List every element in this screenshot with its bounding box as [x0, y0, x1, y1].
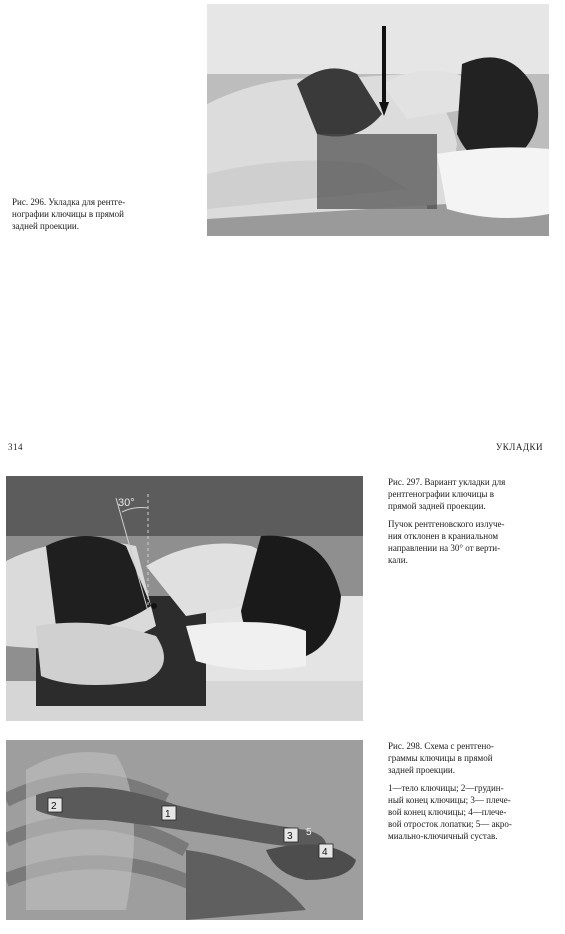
caption-line: граммы ключицы в прямой: [388, 753, 493, 763]
caption-line: Рис. 297. Вариант укладки для: [388, 477, 506, 487]
label-4: 4: [322, 847, 328, 858]
caption-note-line: направлении на 30° от верти-: [388, 543, 501, 553]
caption-note-line: ния отклонен в краниальном: [388, 531, 499, 541]
caption-note-line: Пучок рентгеновского излуче-: [388, 519, 505, 529]
label-5: 5: [306, 827, 312, 838]
caption-note-line: кали.: [388, 555, 408, 565]
caption-line: прямой задней проекции.: [388, 501, 486, 511]
legend-line: вой отросток лопатки; 5— акро-: [388, 819, 512, 829]
page-number: 314: [8, 442, 23, 452]
caption-line: задней проекции.: [12, 221, 79, 231]
caption-line: задней проекции.: [388, 765, 455, 775]
legend-line: вой конец ключицы; 4—плече-: [388, 807, 507, 817]
figure-298-caption: [388, 740, 558, 842]
figure-297-caption: [388, 476, 558, 566]
legend-line: ный конец ключицы; 3— плече-: [388, 795, 511, 805]
figure-297-photo: [6, 476, 363, 721]
running-head: УКЛАДКИ: [495, 442, 543, 452]
legend-line: 1—тело ключицы; 2—грудин-: [388, 783, 504, 793]
figure-298-radiograph: [6, 740, 363, 920]
label-1: 1: [165, 809, 171, 820]
figure-296-photo: [207, 4, 549, 236]
legend-line: миально-ключичный сустав.: [388, 831, 498, 841]
angle-label: 30°: [118, 497, 135, 509]
label-2: 2: [51, 801, 57, 812]
caption-line: нографии ключицы в прямой: [12, 209, 124, 219]
figure-296-caption: [12, 196, 192, 232]
caption-line: Рис. 298. Схема с рентгено-: [388, 741, 494, 751]
caption-line: рентгенографии ключицы в: [388, 489, 494, 499]
label-3: 3: [287, 831, 293, 842]
caption-line: Рис. 296. Укладка для рентге-: [12, 197, 126, 207]
